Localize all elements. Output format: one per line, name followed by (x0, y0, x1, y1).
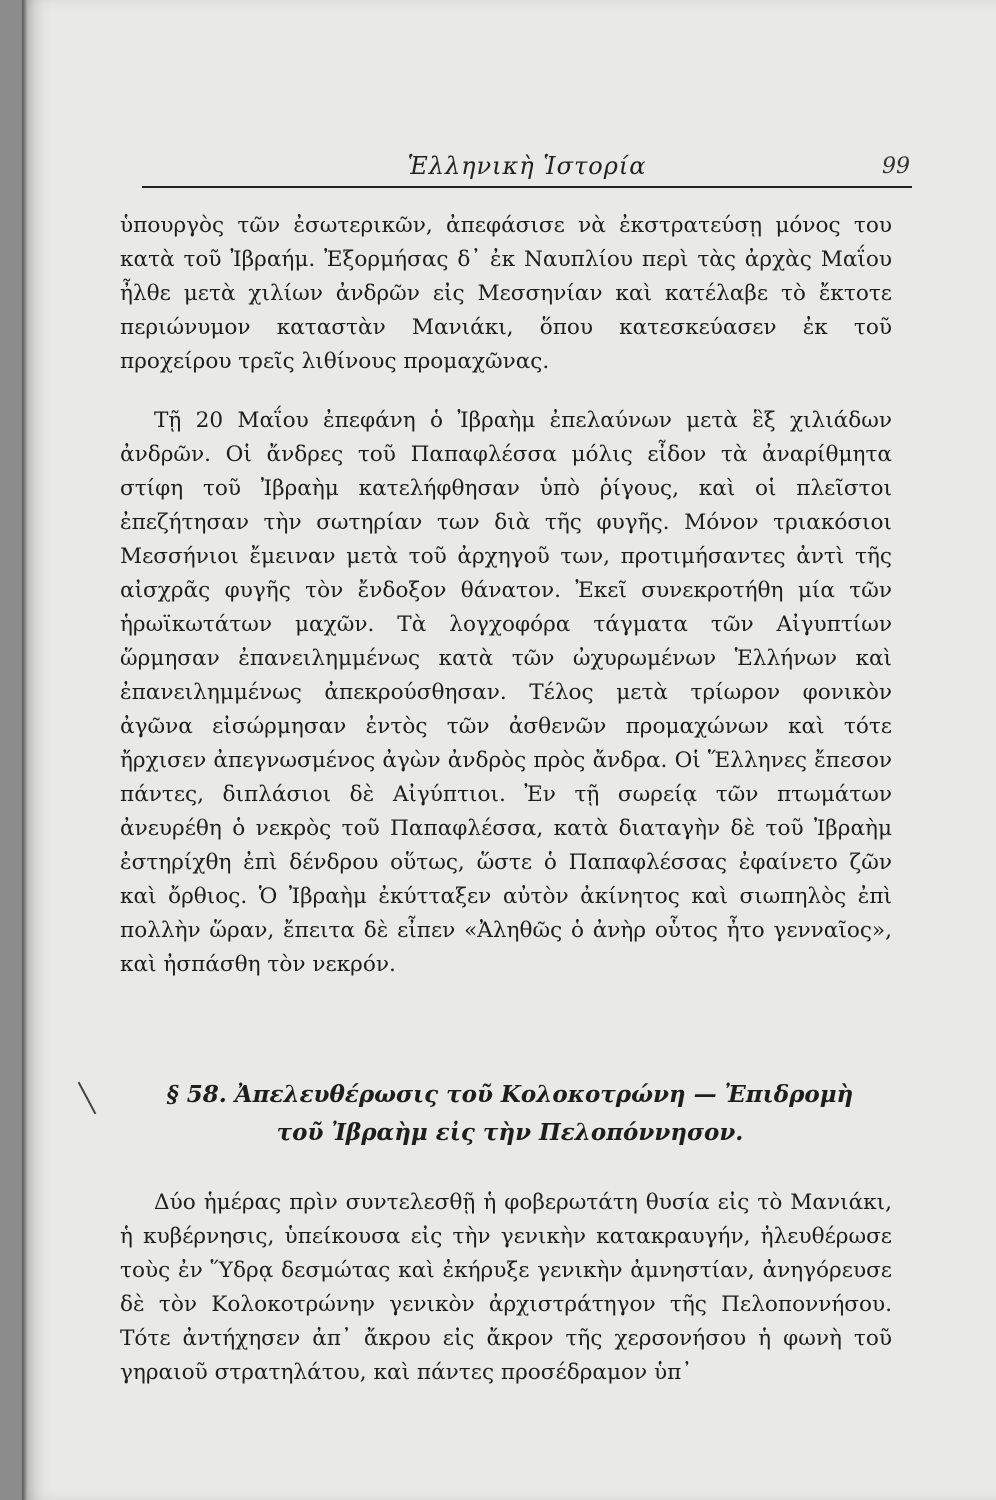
paragraph-1: ὑπουργὸς τῶν ἐσωτερικῶν, ἀπεφάσισε νὰ ἐκστρατεύσῃ μόνος του κατὰ τοῦ Ἰβραήμ. Ἐξορμήσας δ᾽ ἐκ Ναυπλίου περὶ τὰς ἀρχὰς Μαΐου ἦλθε μετὰ χιλίων ἀνδρῶν εἰς Μεσσηνίαν καὶ κατέλαβε τὸ ἔκτοτε περιώνυμον καταστὰν Μανιάκι, ὅπου κατεσκεύασεν ἐκ τοῦ προχείρου τρεῖς λιθίνους προμαχῶνας. (120, 213, 892, 374)
paragraph-2: Τῇ 20 Μαΐου ἐπεφάνη ὁ Ἰβραὴμ ἐπελαύνων μετὰ ἓξ χιλιάδων ἀνδρῶν. Οἱ ἄνδρες τοῦ Παπαφλέσσα μόλις εἶδον τὰ ἀναρίθμητα στίφη τοῦ Ἰβραὴμ κατελήφθησαν ὑπὸ ῥίγους, καὶ οἱ πλεῖστοι ἐπεζήτησαν τὴν σωτηρίαν των διὰ τῆς φυγῆς. Μόνον τριακόσιοι Μεσσήνιοι ἔμειναν μετὰ τοῦ ἀρχηγοῦ των, προτιμήσαντες ἀντὶ τῆς αἰσχρᾶς φυγῆς τὸν ἔνδοξον θάνατον. Ἐκεῖ συνεκροτήθη μία τῶν ἡρωϊκωτάτων μαχῶν. Τὰ λογχοφόρα τάγματα τῶν Αἰγυπτίων ὥρμησαν ἐπανειλημμένως κατὰ τῶν ὠχυρωμένων Ἑλλήνων καὶ ἐπανειλημμένως ἀπεκρούσθησαν. Τέλος μετὰ τρίωρον φονικὸν ἀγῶνα εἰσώρμησαν ἐντὸς τῶν ἀσθενῶν προμαχώνων καὶ τότε ἤρχισεν ἀπεγνωσμένος ἀγὼν ἀνδρὸς πρὸς ἄνδρα. Οἱ Ἕλληνες ἔπεσον πάντες, διπλάσιοι δὲ Αἰγύπτιοι. Ἐν τῇ σωρείᾳ τῶν πτωμάτων ἀνευρέθη ὁ νεκρὸς τοῦ Παπαφλέσσα, κατὰ διαταγὴν δὲ τοῦ Ἰβραὴμ ἐστηρίχθη ἐπὶ δένδρου οὕτως, ὥστε ὁ Παπαφλέσσας ἐφαίνετο ζῶν καὶ ὄρθιος. Ὁ Ἰβραὴμ ἐκύτταξεν αὐτὸν ἀκίνητος καὶ σιωπηλὸς ἐπὶ πολλὴν ὥραν, ἔπειτα δὲ εἶπεν «Ἀληθῶς ὁ ἀνὴρ οὗτος ἦτο γενναῖος», καὶ ἠσπάσθη τὸν νεκρόν. (120, 408, 892, 977)
header-title: Ἑλληνικὴ Ἱστορία (407, 152, 647, 180)
running-header (142, 146, 912, 188)
paragraph-3: Δύο ἡμέρας πρὶν συντελεσθῇ ἡ φοβερωτάτη θυσία εἰς τὸ Μανιάκι, ἡ κυβέρνησις, ὑπείκουσα εἰς τὴν γενικὴν κατακραυγήν, ἠλευθέρωσε τοὺς ἐν Ὕδρᾳ δεσμώτας καὶ ἐκήρυξε γενικὴν ἀμνηστίαν, ἀνηγόρευσε δὲ τὸν Κολοκοτρώνην γενικὸν ἀρχιστράτηγον τῆς Πελοποννήσου. Τότε ἀντήχησεν ἀπ᾽ ἄκρου εἰς ἄκρον τῆς χερσονήσου ἡ φωνὴ τοῦ γηραιοῦ στρατηλάτου, καὶ πάντες προσέδραμον ὑπ᾽ (120, 1190, 892, 1385)
page-number: 99 (882, 154, 910, 179)
section-heading-line-2: τοῦ Ἰβραὴμ εἰς τὴν Πελοπόννησον. (276, 1119, 744, 1146)
section-heading-line-1: § 58. Ἀπελευθέρωσις τοῦ Κολοκοτρώνη — Ἐπιδρομὴ (166, 1081, 854, 1108)
section-heading (130, 1076, 890, 1152)
